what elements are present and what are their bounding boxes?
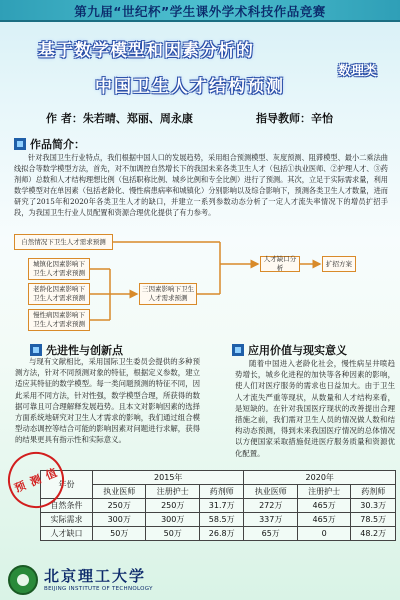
table-cell: 48.2万	[351, 527, 396, 541]
table-cell: 31.7万	[199, 499, 244, 513]
value-heading	[232, 342, 347, 358]
intro-heading	[14, 136, 85, 152]
innovation-heading-text: 先进性与创新点	[46, 344, 123, 357]
competition-title: 第九届“世纪杯”学生课外学术科技作品竞赛	[74, 4, 326, 19]
table-subheader: 注册护士	[297, 485, 350, 499]
table-row	[41, 499, 396, 513]
section-bullet-icon	[14, 138, 26, 150]
table-cell: 65万	[244, 527, 297, 541]
table-cell: 0	[297, 527, 350, 541]
table-cell: 50万	[146, 527, 199, 541]
table-cell: 272万	[244, 499, 297, 513]
table-cell: 337万	[244, 513, 297, 527]
table-cell: 50万	[93, 527, 146, 541]
innovation-text: 与现有文献相比，采用国际卫生委员会提供的多种预测方法，针对不同预测对象的特征，根据定义参数，建立适应其特征的数学模型。每一类问题预测的特征不同，因此采用不同方法，针对性强，数学模型合理，所获得的数据可靠且可合理解释发展趋势。且本文对影响因素的选择方面系统地研究对卫生人才需求的影响，我们通过组合模型动态调控等结合可能的影响因素对问题进行求解，获得的结果更具有指示性和实际意义。	[15, 357, 200, 445]
flow-diagram	[0, 220, 400, 340]
table-subheader: 药剂师	[351, 485, 396, 499]
table-row	[41, 527, 396, 541]
table-cell: 465万	[297, 513, 350, 527]
forecast-table	[40, 470, 396, 541]
flow-box-combined: 三因素影响下卫生人才需求预测	[139, 283, 197, 305]
table-cell: 250万	[146, 499, 199, 513]
category-label: 数理类	[338, 64, 378, 79]
university-name: 北京理工大学	[44, 567, 147, 585]
table-subheader: 执业医师	[244, 485, 297, 499]
table-cell: 300万	[146, 513, 199, 527]
row-label: 实际需求	[41, 513, 93, 527]
university-name-en: BEIJING INSTITUTE OF TECHNOLOGY	[44, 586, 153, 592]
value-heading-text: 应用价值与现实意义	[248, 344, 347, 357]
table-year-2020: 2020年	[244, 471, 396, 485]
table-cell: 250万	[93, 499, 146, 513]
row-label: 自然条件	[41, 499, 93, 513]
table-cell: 26.8万	[199, 527, 244, 541]
table-subheader: 执业医师	[93, 485, 146, 499]
advisor: 指导教师：辛怡	[256, 112, 333, 125]
title-line-1: 基于数学模型和因素分析的	[38, 41, 254, 61]
intro-heading-text: 作品简介：	[30, 138, 85, 151]
table-cell: 30.3万	[351, 499, 396, 513]
table-subheader: 药剂师	[199, 485, 244, 499]
title-line-2: 中国卫生人才结构预测	[95, 77, 285, 97]
university-logo-icon	[8, 565, 38, 595]
authors: 作 者：朱若晴、郑丽、周永康	[46, 112, 193, 125]
flow-box-aging: 老龄化因素影响下卫生人才需求预测	[28, 283, 90, 305]
table-cell: 58.5万	[199, 513, 244, 527]
table-subheader: 注册护士	[146, 485, 199, 499]
section-bullet-icon	[232, 344, 244, 356]
table-row	[41, 513, 396, 527]
table-cell: 300万	[93, 513, 146, 527]
table-cell: 78.5万	[351, 513, 396, 527]
row-label: 人才缺口	[41, 527, 93, 541]
section-bullet-icon	[30, 344, 42, 356]
flow-box-gap: 人才缺口分析	[260, 256, 300, 272]
intro-text: 针对我国卫生行业特点，我们根据中国人口的发展趋势，采用组合预测模型、灰度预测、阻滞模型、最小二乘法曲线拟合等数学模型方法，首先，对不加调控自然增长下的我国未来各类卫生人才（包括①执业医师、②护理人才、③药剂师）总数和人才结构理想比例（包括职称比例、城乡比例和专全比例）进行了预测。其次，立足于实际需求量，利用数学模型对在单因素（包括老龄化、慢性病患病率和城镇化）分别影响以及综合影响下，预测各类卫生人才数量，进而研究了2015年和2020年各类卫生人才的缺口，并建立一系列参数动态分析了一定人才流失率情况下的增员扩招手段，为我国卫生行业人员配置和资源合理优化提供了有力参考。	[14, 153, 388, 217]
forecast-stamp: 预 测 值	[0, 444, 72, 517]
flow-box-chronic: 慢性病因素影响下卫生人才需求预测	[28, 309, 90, 331]
table-corner: 年份	[41, 471, 93, 499]
value-text: 随着中国进入老龄化社会，慢性病呈井喷趋势增长，城乡化进程的加快等各种因素的影响，使人们对医疗服务的需求也日益加大。由于卫生人才流失严重等现状，从数量和人才结构来看，是短缺的。在针对我国医疗现状的改善提出合理措施之前，我们需对卫生人员的情况做人数和结构动态预测，得到未来我国医疗情况的总体情况以方便国家采取措施促进医疗服务质量和资源优化配置。	[235, 359, 395, 458]
table-cell: 465万	[297, 499, 350, 513]
flow-box-recruit: 扩招方案	[322, 256, 356, 272]
table-year-2015: 2015年	[93, 471, 244, 485]
flow-box-natural: 自然情况下卫生人才需求预测	[14, 234, 113, 250]
flow-box-urban: 城镇化因素影响下卫生人才需求预测	[28, 258, 90, 280]
